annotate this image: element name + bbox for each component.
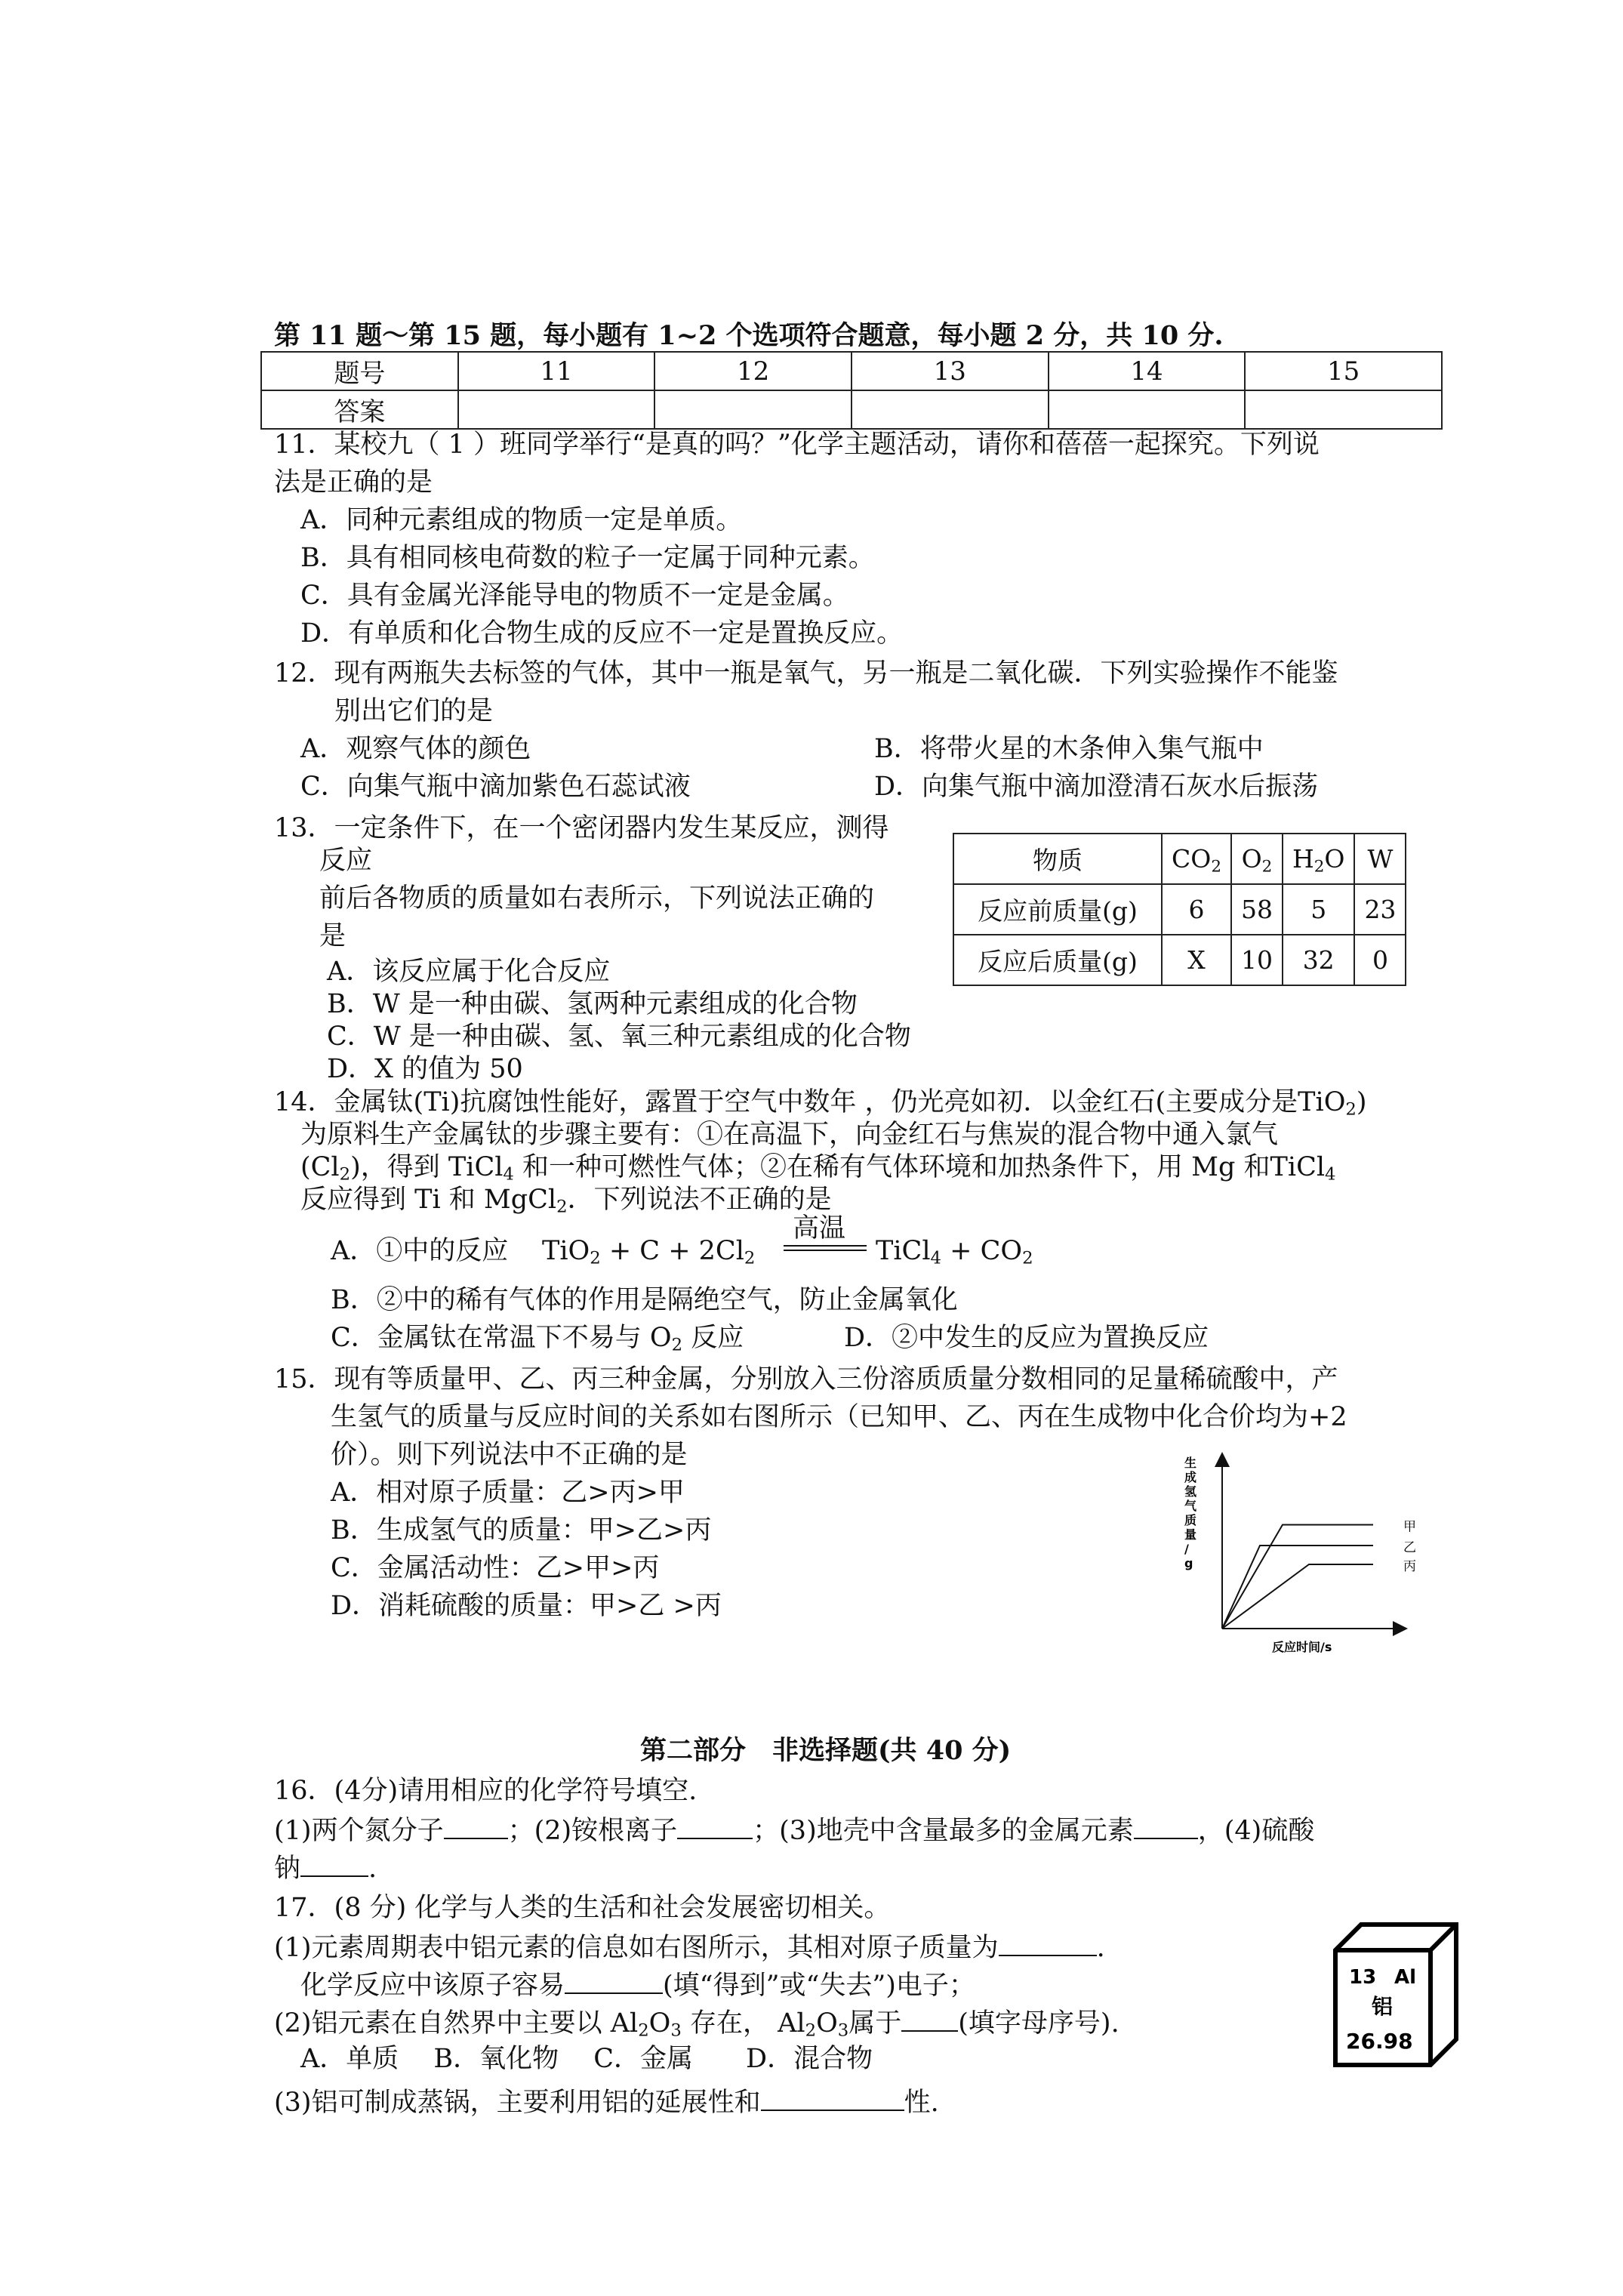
series-label: 乙 — [1403, 1540, 1416, 1555]
blank-field[interactable] — [761, 2084, 904, 2111]
q11-option-a: A．同种元素组成的物质一定是单质。 — [300, 505, 743, 535]
blank-field[interactable] — [677, 1812, 753, 1839]
series-line — [1222, 1564, 1373, 1629]
table-header: $H_2O$ — [1283, 834, 1354, 884]
table-header: 物质 — [953, 834, 1162, 884]
q14-option-b: B．②中的稀有气体的作用是隔绝空气，防止金属氧化 — [331, 1285, 958, 1315]
q12-stem: 别出它们的是 — [334, 696, 494, 726]
q14-option-d: D．②中发生的反应为置换反应 — [844, 1323, 1209, 1353]
q11-stem: 法是正确的是 — [274, 467, 433, 498]
q14-option-c: C．金属钛在常温下不易与 $O_2$ 反应 — [331, 1323, 744, 1355]
q12-option-c: C．向集气瓶中滴加紫色石蕊试液 — [300, 772, 691, 802]
q17-stem: 17．(8 分) 化学与人类的生活和社会发展密切相关。 — [274, 1893, 891, 1923]
q15-stem: 15．现有等质量甲、乙、丙三种金属，分别放入三份溶质质量分数相同的足量稀硫酸中，产 — [274, 1364, 1338, 1395]
q15-stem: 生氢气的质量与反应时间的关系如右图所示（已知甲、乙、丙在生成物中化合价均为+2 — [331, 1402, 1347, 1432]
blank-field[interactable] — [565, 1967, 663, 1994]
q15-option-d: D．消耗硫酸的质量：甲>乙 >丙 — [331, 1591, 722, 1621]
answer-table — [260, 351, 1443, 430]
series-layer — [1222, 1520, 1416, 1629]
q15-stem: 价）。则下列说法中不正确的是 — [331, 1440, 688, 1470]
answer-table-header: 答案 — [261, 390, 458, 429]
q13-option-c: C．W 是一种由碳、氢、氧三种元素组成的化合物 — [327, 1022, 911, 1052]
table-cell: X — [1162, 935, 1231, 985]
table-row — [953, 884, 1406, 935]
q12-option-d: D．向集气瓶中滴加澄清石灰水后振荡 — [874, 772, 1319, 802]
blank-field[interactable] — [444, 1812, 508, 1839]
q12-option-b: B．将带火星的木条伸入集气瓶中 — [874, 734, 1264, 764]
element-mass: 26.98 — [1346, 2029, 1413, 2054]
answer-cell[interactable] — [458, 390, 655, 429]
table-cell: 10 — [1231, 935, 1283, 985]
mass-table — [953, 833, 1406, 986]
reaction-condition: 高温 — [793, 1213, 846, 1244]
table-cell: 32 — [1283, 935, 1354, 985]
q16-stem: 16．(4分)请用相应的化学符号填空. — [274, 1776, 698, 1806]
series-label: 甲 — [1403, 1519, 1416, 1535]
y-axis-label: 生成氢气质量/ g — [1184, 1456, 1197, 1570]
q14-equation-left: $TiO_2 + C + 2Cl_2$ — [542, 1236, 756, 1268]
table-header: $O_2$ — [1231, 834, 1283, 884]
table-row — [261, 352, 1442, 390]
q16-line: (1)两个氮分子 ；(2)铵根离子 ；(3)地壳中含量最多的金属元素 ，(4)硫酸 — [274, 1812, 1314, 1848]
q11-option-d: D．有单质和化合物生成的反应不一定是置换反应。 — [300, 618, 904, 649]
blank-field[interactable] — [300, 1850, 368, 1877]
part2-title: 第二部分 非选择题(共 40 分) — [640, 1735, 1012, 1766]
q12-stem: 12．现有两瓶失去标签的气体，其中一瓶是氧气，另一瓶是二氧化碳．下列实验操作不能鉴 — [274, 658, 1338, 689]
q15-option-b: B．生成氢气的质量：甲>乙>丙 — [331, 1515, 712, 1546]
table-row — [953, 935, 1406, 985]
series-line — [1222, 1525, 1373, 1629]
blank-field[interactable] — [999, 1929, 1097, 1956]
table-cell: 5 — [1283, 884, 1354, 935]
answer-table-header: 题号 — [261, 352, 458, 390]
q14-stem: 反应得到 Ti 和 MgCl$_2$．下列说法不正确的是 — [300, 1185, 832, 1217]
table-row — [261, 390, 1442, 429]
q15-option-c: C．金属活动性：乙>甲>丙 — [331, 1553, 660, 1583]
q17-line: 化学反应中该原子容易 (填“得到”或“失去”)电子； — [300, 1967, 975, 2002]
q17-line: (1)元素周期表中铝元素的信息如右图所示，其相对原子质量为 . — [274, 1929, 1105, 1965]
q14-equation-right: TiCl$_4$ + $CO_2$ — [876, 1236, 1033, 1268]
q17-line: (3)铝可制成蒸锅，主要利用铝的延展性和 性. — [274, 2084, 939, 2119]
table-cell: 23 — [1354, 884, 1406, 935]
table-header: W — [1354, 834, 1406, 884]
series-label: 丙 — [1403, 1559, 1416, 1574]
question-number: 13 — [852, 352, 1049, 390]
table-cell: 6 — [1162, 884, 1231, 935]
q12-option-a: A．观察气体的颜色 — [300, 734, 531, 764]
q13-option-d: D．X 的值为 50 — [327, 1054, 523, 1084]
table-cell: 58 — [1231, 884, 1283, 935]
q17-options: A．单质 B．氧化物 C．金属 D．混合物 — [300, 2044, 873, 2074]
blank-field[interactable] — [901, 2005, 958, 2032]
q14-stem: 14．金属钛(Ti)抗腐蚀性能好，露置于空气中数年 ，仍光亮如初．以金红石(主要成分是TiO$_2$) — [274, 1087, 1367, 1120]
element-card — [1332, 1922, 1464, 2069]
question-number: 14 — [1049, 352, 1246, 390]
element-name: 铝 — [1372, 1994, 1394, 2019]
q11-stem: 11．某校九（ 1 ）班同学举行“是真的吗？”化学主题活动，请你和蓓蓓一起探究。下列说 — [274, 430, 1320, 460]
element-number: 13 — [1349, 1966, 1377, 1989]
answer-cell[interactable] — [852, 390, 1049, 429]
answer-cell[interactable] — [1049, 390, 1246, 429]
q13-stem: 13．一定条件下，在一个密闭器内发生某反应，测得 — [274, 813, 889, 843]
element-symbol: Al — [1394, 1966, 1417, 1989]
question-number: 15 — [1245, 352, 1442, 390]
q13-option-b: B．W 是一种由碳、氢两种元素组成的化合物 — [327, 989, 858, 1019]
row-label: 反应前质量(g) — [953, 884, 1162, 935]
q13-option-a: A．该反应属于化合反应 — [327, 957, 611, 987]
hydrogen-chart — [1174, 1446, 1431, 1661]
section-note: 第 11 题～第 15 题，每小题有 1~2 个选项符合题意，每小题 2 分，共 10 分. — [274, 320, 1224, 351]
question-number: 12 — [654, 352, 852, 390]
series-line — [1222, 1546, 1373, 1629]
q14-stem: 为原料生产金属钛的步骤主要有：①在高温下，向金红石与焦炭的混合物中通入氯气 — [300, 1120, 1279, 1150]
q17-line: (2)铝元素在自然界中主要以 $Al_2O_3$ 存在， $Al_2O_3$属于 (填字母序号). — [274, 2005, 1119, 2040]
q11-option-c: C．具有金属光泽能导电的物质不一定是金属。 — [300, 581, 849, 611]
q13-stem: 反应 — [319, 846, 373, 876]
question-number: 11 — [458, 352, 655, 390]
q15-option-a: A．相对原子质量：乙>丙>甲 — [331, 1478, 685, 1508]
q11-option-b: B．具有相同核电荷数的粒子一定属于同种元素。 — [300, 543, 875, 573]
equals-arrow — [784, 1245, 867, 1251]
answer-cell[interactable] — [1245, 390, 1442, 429]
x-axis-label: 反应时间/s — [1272, 1640, 1332, 1654]
table-header: $CO_2$ — [1162, 834, 1231, 884]
table-cell: 0 — [1354, 935, 1406, 985]
q13-stem: 前后各物质的质量如右表所示，下列说法正确的 — [319, 883, 875, 914]
q14-option-a-prefix: A．①中的反应 — [331, 1236, 509, 1266]
q13-stem: 是 — [319, 921, 346, 951]
q16-line: 钠 . — [274, 1850, 377, 1885]
row-label: 反应后质量(g) — [953, 935, 1162, 985]
blank-field[interactable] — [1134, 1812, 1198, 1839]
table-row — [953, 834, 1406, 884]
q14-stem: $(Cl_2)$，得到 TiCl$_4$ 和一种可燃性气体；②在稀有气体环境和加热条件下，用 Mg 和TiCl$_4$ — [300, 1152, 1336, 1185]
answer-cell[interactable] — [654, 390, 852, 429]
